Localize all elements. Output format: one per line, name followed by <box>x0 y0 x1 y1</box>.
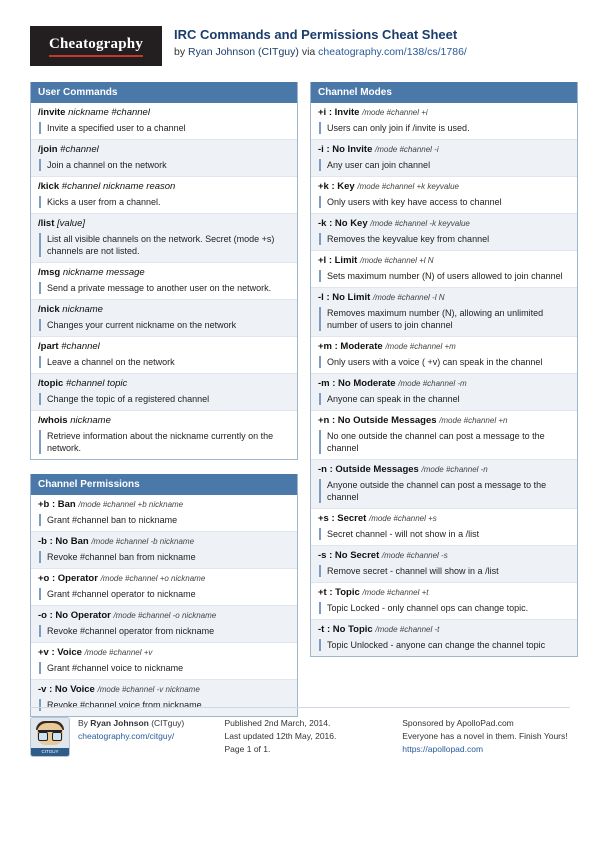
avatar-band: CITGUY <box>31 748 69 756</box>
command-desc: Revoke #channel voice from nickname <box>39 699 290 711</box>
command-desc: Revoke #channel ban from nickname <box>39 551 290 563</box>
footer-byline <box>78 717 184 730</box>
table-row <box>311 460 577 509</box>
command-name: +v : Voice <box>38 647 82 658</box>
table-row <box>31 177 297 214</box>
command-line <box>318 378 570 390</box>
command-line <box>38 647 290 659</box>
command-desc: Grant #channel operator to nickname <box>39 588 290 600</box>
command-note: /mode #channel -t <box>375 625 440 634</box>
table-row <box>311 509 577 546</box>
table-row <box>31 411 297 459</box>
command-desc: Anyone can speak in the channel <box>319 393 570 405</box>
table-row <box>311 374 577 411</box>
command-line <box>38 181 290 193</box>
command-line <box>38 415 290 427</box>
command-name: +k : Key <box>318 181 355 192</box>
command-line <box>38 341 290 353</box>
command-name: /topic <box>38 378 64 389</box>
updated-date: Last updated 12th May, 2016. <box>224 731 337 741</box>
cheatography-logo <box>30 26 162 66</box>
table-row <box>311 140 577 177</box>
byline-prefix: by <box>174 46 189 58</box>
command-desc: Changes your current nickname on the network <box>39 319 290 331</box>
page-count: Page 1 of 1. <box>224 744 271 754</box>
avatar <box>30 717 70 757</box>
command-line <box>38 684 290 696</box>
command-line <box>38 573 290 585</box>
command-line <box>38 218 290 230</box>
footer-profile-link[interactable]: cheatography.com/citguy/ <box>78 731 175 741</box>
command-note: /mode #channel -o nickname <box>113 611 217 620</box>
command-name: -m : No Moderate <box>318 378 396 389</box>
page-title: IRC Commands and Permissions Cheat Sheet <box>174 27 458 42</box>
footer-publish-block <box>225 717 393 757</box>
table-row <box>311 337 577 374</box>
command-note: /mode #channel -i <box>375 145 439 154</box>
table-row <box>31 214 297 263</box>
command-line <box>38 378 290 390</box>
command-note: /mode #channel +s <box>368 514 437 523</box>
section-channel-permissions <box>30 474 298 717</box>
command-desc: List all visible channels on the network. Secret (mode +s) channels are not listed. <box>39 233 290 257</box>
command-line <box>38 107 290 119</box>
command-note: /mode #channel -v nickname <box>97 685 200 694</box>
command-line <box>318 292 570 304</box>
command-line <box>38 499 290 511</box>
command-note: /mode #channel +i <box>362 108 428 117</box>
table-row <box>31 569 297 606</box>
command-line <box>38 536 290 548</box>
command-name: -k : No Key <box>318 218 368 229</box>
command-name: -t : No Topic <box>318 624 373 635</box>
command-args: [value] <box>57 218 86 229</box>
command-name: -o : No Operator <box>38 610 111 621</box>
section-rows <box>31 495 297 716</box>
command-note: /mode #channel -n <box>421 465 488 474</box>
command-note: /mode #channel -b nickname <box>91 537 195 546</box>
table-row <box>311 177 577 214</box>
sponsor-link[interactable]: https://apollopad.com <box>402 744 484 754</box>
command-desc: Topic Locked - only channel ops can change topic. <box>319 602 570 614</box>
table-row <box>31 103 297 140</box>
table-row <box>311 620 577 656</box>
command-note: /mode #channel +v <box>84 648 153 657</box>
command-name: +b : Ban <box>38 499 76 510</box>
table-row <box>31 300 297 337</box>
command-desc: No one outside the channel can post a message to the channel <box>319 430 570 454</box>
page-header <box>30 26 570 70</box>
command-desc: Removes maximum number (N), allowing an unlimited number of users to join channel <box>319 307 570 331</box>
command-name: /join <box>38 144 58 155</box>
command-desc: Anyone outside the channel can post a message to the channel <box>319 479 570 503</box>
command-name: /invite <box>38 107 66 118</box>
command-name: +s : Secret <box>318 513 367 524</box>
command-note: /mode #channel +o nickname <box>100 574 206 583</box>
glasses-icon <box>38 730 62 739</box>
command-args: #channel <box>60 144 99 155</box>
sponsor-desc: Everyone has a novel in them. Finish Yours! <box>402 731 568 741</box>
command-desc: Leave a channel on the network <box>39 356 290 368</box>
section-title: Channel Permissions <box>31 474 297 495</box>
content-columns <box>30 82 570 731</box>
byline-mid: via <box>298 46 319 58</box>
command-line <box>38 304 290 316</box>
command-desc: Users can only join if /invite is used. <box>319 122 570 134</box>
command-line <box>318 513 570 525</box>
command-line <box>38 144 290 156</box>
table-row <box>31 606 297 643</box>
command-desc: Retrieve information about the nickname currently on the network. <box>39 430 290 454</box>
footer-author-suffix: (CITguy) <box>148 718 185 728</box>
command-note: /mode #channel -l N <box>372 293 445 302</box>
command-name: -s : No Secret <box>318 550 380 561</box>
command-line <box>318 107 570 119</box>
command-args: #channel nickname reason <box>61 181 176 192</box>
command-name: +l : Limit <box>318 255 358 266</box>
command-note: /mode #channel +t <box>362 588 429 597</box>
footer-sponsor-block <box>402 717 570 757</box>
command-desc: Only users with a voice ( +v) can speak in the channel <box>319 356 570 368</box>
section-user-commands <box>30 82 298 460</box>
command-desc: Secret channel - will not show in a /list <box>319 528 570 540</box>
command-note: /mode #channel +n <box>439 416 508 425</box>
command-args: nickname #channel <box>68 107 150 118</box>
table-row <box>311 214 577 251</box>
table-row <box>311 546 577 583</box>
published-date: Published 2nd March, 2014. <box>224 718 331 728</box>
footer-author-block <box>30 717 215 757</box>
command-desc: Remove secret - channel will show in a /list <box>319 565 570 577</box>
command-name: -v : No Voice <box>38 684 95 695</box>
table-row <box>31 495 297 532</box>
command-name: -n : Outside Messages <box>318 464 419 475</box>
command-desc: Grant #channel ban to nickname <box>39 514 290 526</box>
command-name: /whois <box>38 415 68 426</box>
command-name: -b : No Ban <box>38 536 89 547</box>
footer-author-text <box>78 717 184 757</box>
table-row <box>311 103 577 140</box>
command-line <box>318 624 570 636</box>
command-args: nickname message <box>62 267 145 278</box>
section-rows <box>31 103 297 459</box>
table-row <box>31 337 297 374</box>
command-desc: Only users with key have access to channel <box>319 196 570 208</box>
command-name: /list <box>38 218 55 229</box>
table-row <box>31 374 297 411</box>
section-channel-modes <box>310 82 578 657</box>
table-row <box>31 643 297 680</box>
command-args: nickname <box>62 304 103 315</box>
command-note: /mode #channel +k keyvalue <box>357 182 459 191</box>
command-name: +n : No Outside Messages <box>318 415 437 426</box>
command-line <box>318 218 570 230</box>
table-row <box>311 251 577 288</box>
command-name: /part <box>38 341 59 352</box>
command-desc: Change the topic of a registered channel <box>39 393 290 405</box>
command-line <box>318 341 570 353</box>
command-desc: Grant #channel voice to nickname <box>39 662 290 674</box>
command-line <box>318 255 570 267</box>
command-desc: Removes the keyvalue key from channel <box>319 233 570 245</box>
command-desc: Any user can join channel <box>319 159 570 171</box>
page-footer <box>30 707 570 757</box>
command-note: /mode #channel -k keyvalue <box>370 219 470 228</box>
command-name: -l : No Limit <box>318 292 371 303</box>
command-line <box>318 415 570 427</box>
command-args: #channel <box>61 341 100 352</box>
table-row <box>311 288 577 337</box>
command-line <box>318 550 570 562</box>
command-name: +i : Invite <box>318 107 360 118</box>
command-note: /mode #channel +b nickname <box>78 500 184 509</box>
command-args: nickname <box>70 415 111 426</box>
table-row <box>31 263 297 300</box>
table-row <box>311 583 577 620</box>
command-args: #channel topic <box>65 378 128 389</box>
byline <box>174 45 467 59</box>
command-note: /mode #channel -m <box>398 379 467 388</box>
logo-text: Cheatography <box>49 36 143 57</box>
command-name: /kick <box>38 181 60 192</box>
command-name: +t : Topic <box>318 587 360 598</box>
sponsor-line: Sponsored by ApolloPad.com <box>402 718 514 728</box>
column-left <box>30 82 298 731</box>
command-desc: Join a channel on the network <box>39 159 290 171</box>
command-desc: Send a private message to another user on the network. <box>39 282 290 294</box>
table-row <box>31 532 297 569</box>
command-line <box>318 464 570 476</box>
command-desc: Sets maximum number (N) of users allowed to join channel <box>319 270 570 282</box>
title-block <box>174 26 467 59</box>
section-title: User Commands <box>31 82 297 103</box>
footer-author-name: Ryan Johnson <box>90 718 149 728</box>
byline-author: Ryan Johnson (CITguy) <box>188 46 299 58</box>
command-desc: Topic Unlocked - anyone can change the channel topic <box>319 639 570 651</box>
section-title: Channel Modes <box>311 82 577 103</box>
command-note: /mode #channel +m <box>385 342 456 351</box>
command-note: /mode #channel -s <box>381 551 448 560</box>
command-name: /msg <box>38 267 61 278</box>
command-desc: Revoke #channel operator from nickname <box>39 625 290 637</box>
command-line <box>318 144 570 156</box>
footer-by-prefix: By <box>78 718 91 728</box>
section-rows <box>311 103 577 656</box>
command-name: +o : Operator <box>38 573 98 584</box>
command-desc: Kicks a user from a channel. <box>39 196 290 208</box>
table-row <box>31 140 297 177</box>
source-link[interactable]: cheatography.com/138/cs/1786/ <box>318 46 467 58</box>
command-line <box>38 610 290 622</box>
command-line <box>318 587 570 599</box>
column-right <box>310 82 578 731</box>
command-name: +m : Moderate <box>318 341 383 352</box>
command-desc: Invite a specified user to a channel <box>39 122 290 134</box>
table-row <box>311 411 577 460</box>
command-name: -i : No Invite <box>318 144 373 155</box>
command-line <box>38 267 290 279</box>
command-name: /nick <box>38 304 60 315</box>
command-note: /mode #channel +l N <box>359 256 434 265</box>
command-line <box>318 181 570 193</box>
